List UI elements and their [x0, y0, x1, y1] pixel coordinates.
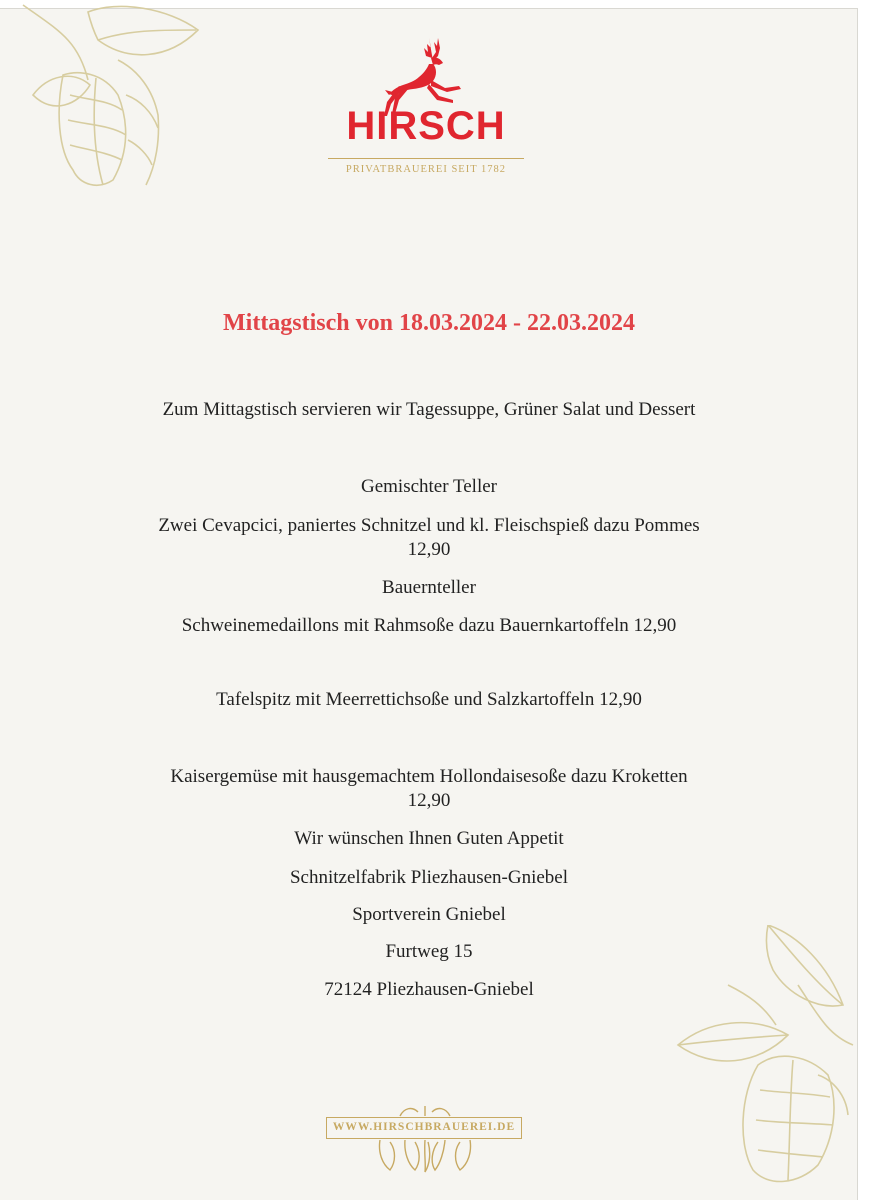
brewery-logo	[326, 34, 526, 184]
dish-name: Gemischter Teller	[360, 476, 497, 497]
menu-title: Mittagstisch von 18.03.2024 - 22.03.2024	[223, 310, 635, 336]
address-club: Sportverein Gniebel	[352, 904, 506, 925]
dish-price: 12,90	[407, 790, 451, 811]
hops-decoration-bottom-right	[668, 925, 858, 1200]
scan-edge-right	[858, 0, 872, 1200]
brand-name: HIRSCH	[346, 104, 506, 148]
hops-decoration-top-left	[18, 0, 208, 200]
brand-tagline: PRIVATBRAUEREI SEIT 1782	[345, 164, 507, 175]
address-city: 72124 Pliezhausen-Gniebel	[324, 979, 534, 1000]
dish-description: Tafelspitz mit Meerrettichsoße und Salzkartoffeln 12,90	[216, 689, 642, 710]
closing-message: Wir wünschen Ihnen Guten Appetit	[294, 828, 564, 849]
dish-price: 12,90	[407, 539, 451, 560]
menu-intro: Zum Mittagstisch servieren wir Tagessuppe, Grüner Salat und Dessert	[162, 399, 696, 420]
address-street: Furtweg 15	[385, 941, 473, 962]
dish-description: Zwei Cevapcici, paniertes Schnitzel und kl. Fleischspieß dazu Pommes	[158, 515, 700, 536]
brewery-website-link[interactable]: WWW.HIRSCHBRAUEREI.DE	[326, 1117, 522, 1139]
logo-gold-rule	[328, 158, 524, 159]
dish-description: Schweinemedaillons mit Rahmsoße dazu Bauernkartoffeln 12,90	[181, 615, 677, 636]
dish-name: Bauernteller	[382, 577, 476, 598]
dish-description: Kaisergemüse mit hausgemachtem Hollondaisesoße dazu Kroketten	[170, 766, 688, 787]
address-name: Schnitzelfabrik Pliezhausen-Gniebel	[289, 867, 569, 888]
